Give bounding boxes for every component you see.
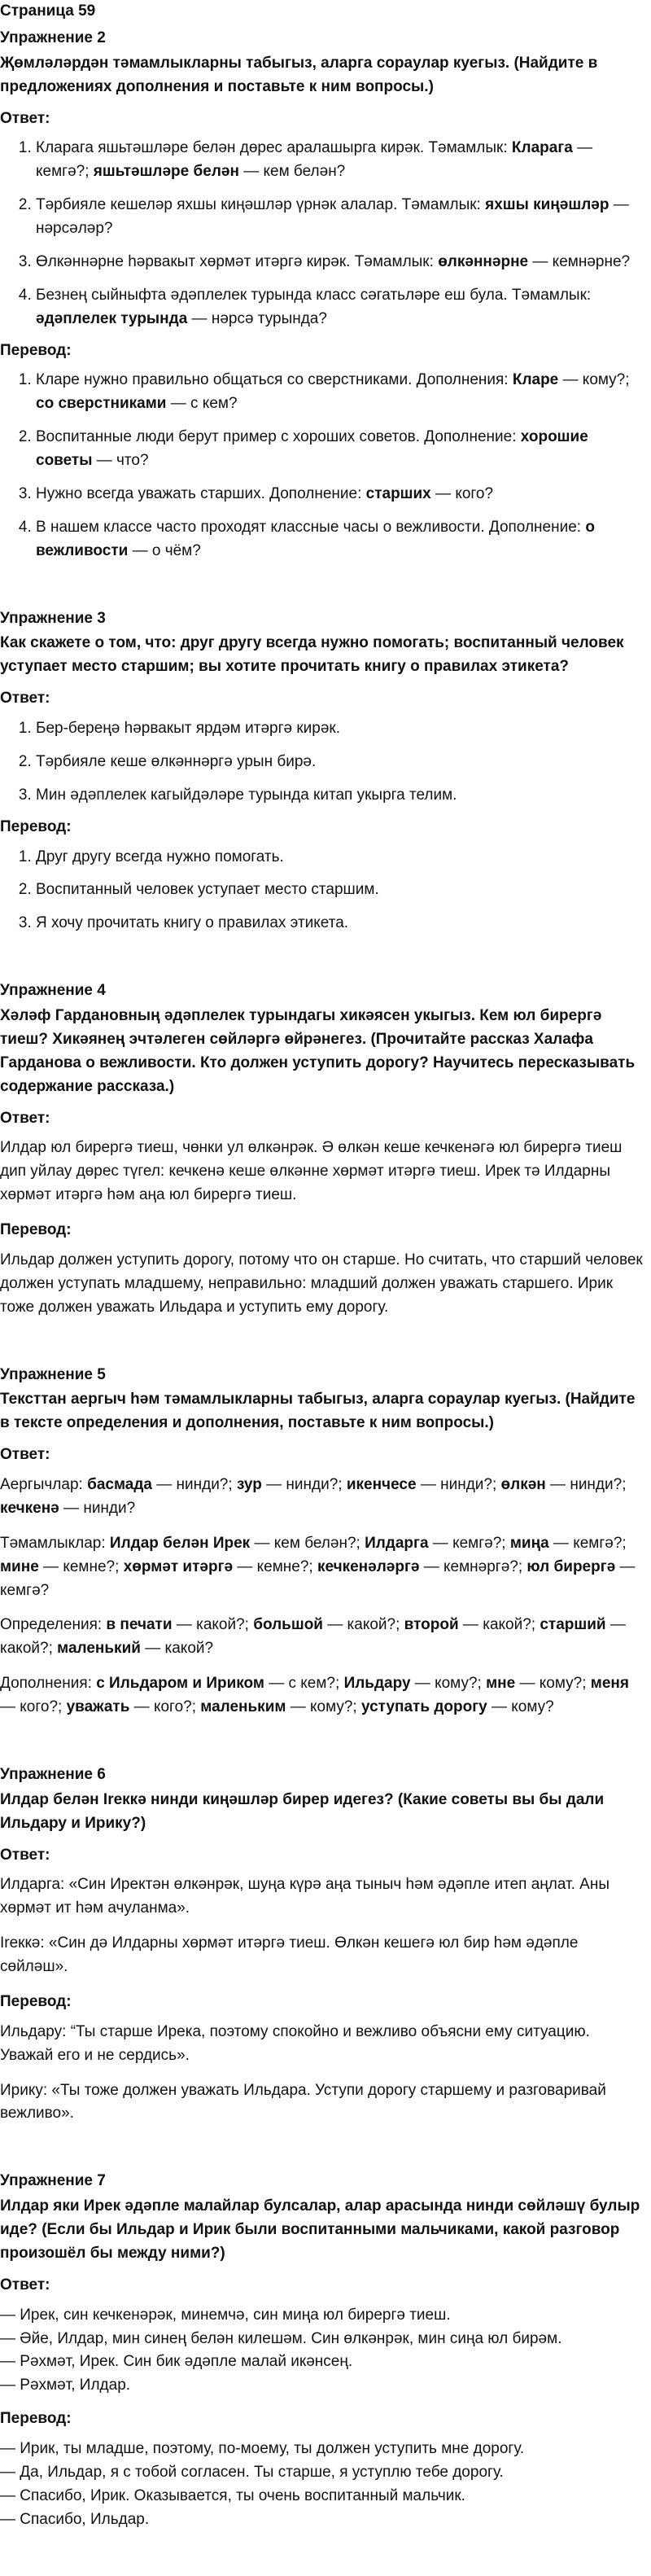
bold-term: кечкенәләргә bbox=[317, 1557, 420, 1575]
answer-label: Ответ: bbox=[0, 1446, 50, 1464]
exercise-title: Упражнение 5 bbox=[0, 1365, 106, 1383]
page-title: Страница 59 bbox=[0, 2, 96, 20]
translation-label: Перевод: bbox=[0, 1221, 72, 1238]
exercise-section bbox=[0, 1364, 643, 1720]
bold-term: Кларе bbox=[512, 371, 559, 389]
exercise-title: Упражнение 7 bbox=[0, 2172, 106, 2190]
bold-term: уступать дорогу bbox=[361, 1698, 487, 1715]
answer-label: Ответ: bbox=[0, 1846, 50, 1864]
list-item: 1. Бер-береңә һәрвакыт ярдәм итәргә кирәк. bbox=[36, 717, 643, 741]
bold-term: кечкенә bbox=[0, 1499, 59, 1517]
bold-term: меня bbox=[590, 1675, 629, 1693]
bold-term: со сверстниками bbox=[36, 395, 167, 413]
list-item: 2. Воспитанные люди берут пример с хороших советов. Дополнение: хорошие советы — что? bbox=[36, 426, 643, 473]
answer-paragraph: Илдарга: «Син Иректән өлкәнрәк, шуңа күрә аңа тыныч һәм әдәпле итеп аңлат. Аны хөрмәт ит һәм ачуланма». bbox=[0, 1876, 609, 1917]
exercise-section bbox=[0, 1763, 643, 2126]
exercise-section bbox=[0, 607, 643, 936]
translation-label: Перевод: bbox=[0, 2410, 72, 2428]
bold-term: Ильдару bbox=[343, 1675, 411, 1693]
exercise-section bbox=[0, 2170, 643, 2531]
translation-label: Перевод: bbox=[0, 817, 72, 835]
bold-term: с Ильдаром и Ириком bbox=[96, 1675, 264, 1693]
translation-label: Перевод: bbox=[0, 341, 72, 359]
dialog-line: — Әйе, Илдар, мин синең белән килешәм. Син өлкәнрәк, мин сиңа юл бирәм. bbox=[0, 2329, 562, 2347]
list-item: 1. Кларе нужно правильно общаться со сверстниками. Дополнения: Кларе — кому?; со сверстниками — с кем? bbox=[36, 369, 643, 416]
bold-term: Илдарга bbox=[365, 1534, 429, 1552]
answer-list bbox=[0, 137, 643, 331]
bold-term: старших bbox=[365, 484, 431, 502]
answer-label: Ответ: bbox=[0, 1109, 50, 1127]
bold-term: о вежливости bbox=[36, 518, 595, 559]
bold-term: маленький bbox=[57, 1640, 141, 1658]
bold-term: яшьтәшләре белән bbox=[93, 163, 239, 181]
answer-paragraph: Илдар юл бирергә тиеш, чөнки ул өлкәнрәк. Ә өлкән кеше кечкенәгә юл бирергә тиеш дип уйлау дөрес түгел: кечкенә кеше өлкәнне хөрмәт итәргә тиеш. Ирек тә Илдарны хөрмәт итәргә һәм аңа юл бирергә тиеш. bbox=[0, 1139, 623, 1204]
dialog-line: — Ирик, ты младше, поэтому, по-моему, ты должен уступить мне дорогу. bbox=[0, 2440, 525, 2457]
exercise-title: Упражнение 2 bbox=[0, 28, 106, 46]
bold-term: яхшы киңәшләр bbox=[485, 196, 609, 214]
bold-term: әдәплелек турында bbox=[36, 309, 188, 327]
bold-term: өлкәннәрне bbox=[438, 252, 529, 270]
translation-label: Перевод: bbox=[0, 1992, 72, 2010]
translation-paragraph: Определения: в печати — какой?; большой — какой?; второй — какой?; старший — какой?; маленький — какой? bbox=[0, 1616, 626, 1658]
answer-paragraph: Ireккә: «Син дә Илдарны хөрмәт итәргә тиеш. Өлкән кешегә юл бир һәм әдәпле сөйләш». bbox=[0, 1934, 579, 1975]
exercise-task: Илдар белән Ireккә нинди киңәшләр бирер идегез? (Какие советы вы бы дали Ильдару и Ирику?) bbox=[0, 1790, 605, 1832]
content bbox=[0, 27, 643, 2532]
dialog-line: — Спасибо, Ирик. Оказывается, ты очень воспитанный мальчик. bbox=[0, 2486, 465, 2504]
bold-term: хөрмәт итәргә bbox=[123, 1557, 234, 1575]
translation-paragraph: Ирику: «Ты тоже должен уважать Ильдара. Уступи дорогу старшему и разговаривай вежливо». bbox=[0, 2081, 606, 2123]
exercise-title: Упражнение 4 bbox=[0, 982, 106, 1000]
exercise-task: Илдар яки Ирек әдәпле малайлар булсалар, алар арасында нинди сөйләшү булыр иде? (Если бы Ильдар и Ирик были воспитанными мальчиками, какой разговор произошёл бы между ними?) bbox=[0, 2197, 640, 2262]
list-item: 2. Тәрбияле кеше өлкәннәргә урын бирә. bbox=[36, 751, 643, 774]
bold-term: маленьким bbox=[200, 1698, 286, 1715]
exercise-task: Хәләф Гардановның әдәплелек турындагы хикәясен укыгыз. Кем юл бирергә тиеш? Хикәянең эчтәлеген сөйләргә өйрәнегез. (Прочитайте рассказ Халафа Гарданова о вежливости. Кто должен уступить дорогу? Научитесь пересказывать содержание рассказа.) bbox=[0, 1007, 636, 1095]
bold-term: юл бирергә bbox=[526, 1557, 616, 1575]
bold-term: большой bbox=[253, 1616, 323, 1634]
bold-term: в печати bbox=[106, 1616, 173, 1634]
list-item: 3. Нужно всегда уважать старших. Дополнение: старших — кого? bbox=[36, 483, 643, 506]
translation-paragraph: Ильдар должен уступить дорогу, потому что он старше. Но считать, что старший человек должен уступать младшему, неправильно: младший должен уважать старшего. Ирик тоже должен уважать Ильдара и уступить ему дорогу. bbox=[0, 1251, 643, 1316]
list-item: 1. Кларага яшьтәшләре белән дөрес аралашырга кирәк. Тәмамлык: Кларага — кемгә?; яшьтәшләре белән — кем белән? bbox=[36, 137, 643, 184]
exercise-task: Тексттан аергыч һәм тәмамлыкларны табыгыз, аларга сораулар куегыз. (Найдите в тексте определения и дополнения, поставьте к ним вопросы.) bbox=[0, 1391, 636, 1432]
list-item: 3. Я хочу прочитать книгу о правилах этикета. bbox=[36, 912, 643, 935]
list-item: 3. Өлкәннәрне һәрвакыт хөрмәт итәргә кирәк. Тәмамлык: өлкәннәрне — кемнәрне? bbox=[36, 251, 643, 274]
translation-paragraph: Дополнения: с Ильдаром и Ириком — с кем?; Ильдару — кому?; мне — кому?; меня — кого?; уважать — кого?; маленьким — кому?; уступать дорогу — кому? bbox=[0, 1675, 629, 1715]
dialog-line: — Рәхмәт, Ирек. Син бик әдәпле малай икәнсең. bbox=[0, 2353, 353, 2371]
dialog-line: — Да, Ильдар, я с тобой согласен. Ты старше, я уступлю тебе дорогу. bbox=[0, 2463, 504, 2481]
bold-term: старший bbox=[540, 1616, 606, 1634]
bold-term: мине bbox=[0, 1557, 39, 1575]
bold-term: второй bbox=[404, 1616, 459, 1634]
answer-list bbox=[0, 717, 643, 808]
exercise-section bbox=[0, 979, 643, 1319]
translation-paragraph: Ильдару: “Ты старше Ирека, поэтому спокойно и вежливо объясни ему ситуацию. Уважай его и не сердись». bbox=[0, 2022, 590, 2064]
exercise-task: Җөмләләрдән тәмамлыкларны табыгыз, аларга сораулар куегыз. (Найдите в предложениях дополнения и поставьте к ним вопросы.) bbox=[0, 54, 598, 95]
bold-term: Кларага bbox=[511, 139, 573, 157]
dialog-line: — Ирек, син кечкенәрәк, минемчә, син миңа юл бирергә тиеш. bbox=[0, 2306, 451, 2324]
bold-term: миңа bbox=[509, 1534, 549, 1552]
bold-term: мне bbox=[486, 1675, 516, 1693]
list-item: 4. Безнең сыйныфта әдәплелек турында класс сәгатьләре еш була. Тәмамлык: әдәплелек турында — нәрсә турында? bbox=[36, 284, 643, 331]
answer-label: Ответ: bbox=[0, 109, 50, 127]
bold-term: хорошие советы bbox=[36, 428, 588, 469]
dialog-line: — Спасибо, Ильдар. bbox=[0, 2510, 150, 2528]
answer-label: Ответ: bbox=[0, 2276, 50, 2293]
exercise-title: Упражнение 6 bbox=[0, 1765, 106, 1783]
list-item: 2. Тәрбияле кешеләр яхшы киңәшләр үрнәк алалар. Тәмамлык: яхшы киңәшләр — нәрсәләр? bbox=[36, 194, 643, 241]
dialog-line: — Рәхмәт, Илдар. bbox=[0, 2377, 131, 2394]
exercise-section bbox=[0, 27, 643, 563]
list-item: 4. В нашем классе часто проходят классные часы о вежливости. Дополнение: о вежливости — о чём? bbox=[36, 516, 643, 563]
bold-term: өлкән bbox=[500, 1476, 546, 1493]
bold-term: Илдар белән Ирек bbox=[109, 1534, 251, 1552]
list-item: 2. Воспитанный человек уступает место старшим. bbox=[36, 878, 643, 902]
list-item: 3. Мин әдәплелек кагыйдәләре турында китап укырга телим. bbox=[36, 784, 643, 808]
bold-term: зур bbox=[236, 1476, 262, 1493]
translation-dialog bbox=[0, 2438, 643, 2532]
exercise-title: Упражнение 3 bbox=[0, 609, 106, 627]
answer-dialog bbox=[0, 2304, 643, 2399]
bold-term: уважать bbox=[66, 1698, 130, 1715]
answer-paragraph: Аергычлар: басмада — нинди?; зур — нинди?; икенчесе — нинди?; өлкән — нинди?; кечкенә — нинди? bbox=[0, 1476, 627, 1517]
answer-paragraph: Тәмамлыклар: Илдар белән Ирек — кем белән?; Илдарга — кемгә?; миңа — кемгә?; мине — кемне?; хөрмәт итәргә — кемне?; кечкенәләргә — кемнәргә?; юл бирергә — кемгә? bbox=[0, 1534, 636, 1599]
bold-term: икенчесе bbox=[346, 1476, 417, 1493]
answer-label: Ответ: bbox=[0, 690, 50, 708]
bold-term: басмада bbox=[87, 1476, 152, 1493]
list-item: 1. Друг другу всегда нужно помогать. bbox=[36, 846, 643, 870]
exercise-task: Как скажете о том, что: друг другу всегда нужно помогать; воспитанный человек уступает место старшим; вы хотите прочитать книгу о правилах этикета? bbox=[0, 634, 624, 676]
translation-list bbox=[0, 369, 643, 563]
translation-list bbox=[0, 846, 643, 936]
